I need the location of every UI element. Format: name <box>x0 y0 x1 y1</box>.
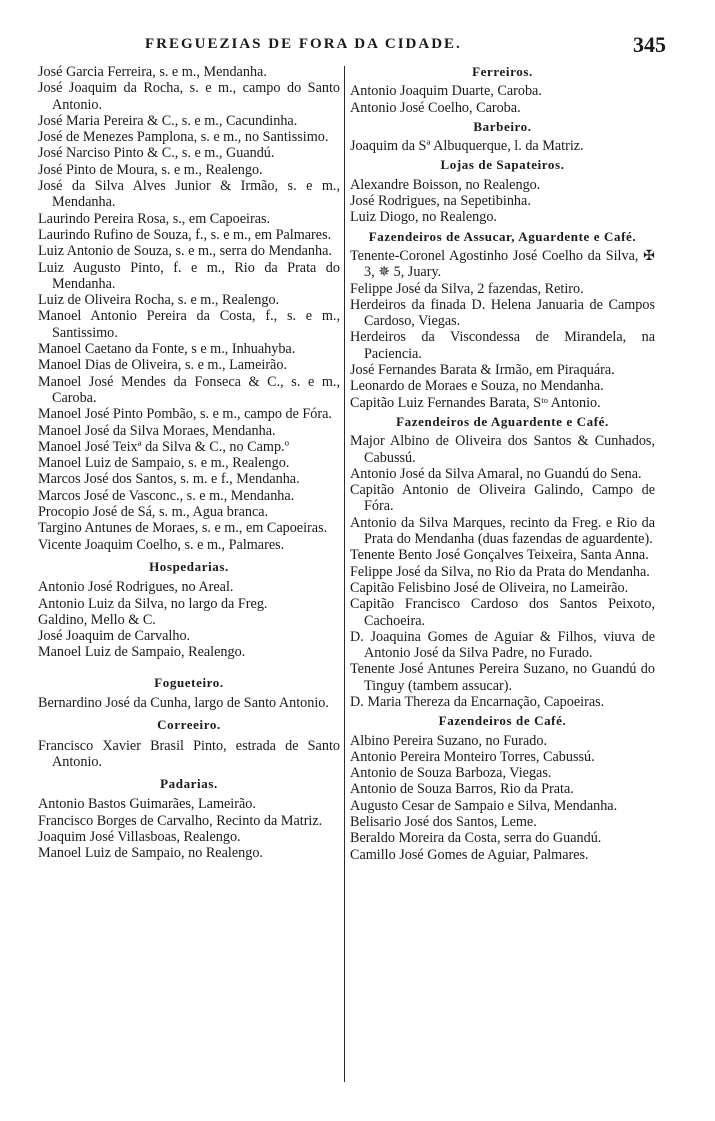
list-item: D. Joaquina Gomes de Aguiar & Filhos, viuva de Antonio José da Silva Padre, no Furado. <box>350 628 655 662</box>
list-item: Manoel Antonio Pereira da Costa, f., s. e m., Santissimo. <box>38 308 340 341</box>
list-item: Felippe José da Silva, 2 fazendas, Retiro. <box>350 280 584 297</box>
list-item: Manoel Luiz de Sampaio, Realengo. <box>38 644 246 661</box>
section-heading-padarias: Padarias. <box>160 776 218 792</box>
list-item: Marcos José dos Santos, s. m. e f., Mendanha. <box>38 471 300 488</box>
list-item: Joaquim da Sª Albuquerque, l. da Matriz. <box>350 138 584 155</box>
list-item: Manoel Luiz de Sampaio, s. e m., Realengo. <box>38 455 290 472</box>
list-item: Procopio José de Sá, s. m., Agua branca. <box>38 504 269 521</box>
list-item: José Maria Pereira & C., s. e m., Cacundinha. <box>38 112 298 129</box>
list-item: Capitão Luiz Fernandes Barata, Sᵗᵒ Antonio. <box>350 394 601 411</box>
list-item: José Joaquim da Rocha, s. e m., campo do Santo Antonio. <box>38 80 340 113</box>
list-item: Manoel José Mendes da Fonseca & C., s. e m., Caroba. <box>38 373 340 406</box>
left-column <box>38 64 340 862</box>
spacer <box>38 661 340 669</box>
column-divider <box>344 66 345 1082</box>
list-item: Antonio da Silva Marques, recinto da Freg. e Rio da Prata do Mendanha (duas fazendas de aguardente). <box>350 514 655 548</box>
list-item: Manoel Caetano da Fonte, s e m., Inhuahyba. <box>38 341 296 358</box>
running-title: FREGUEZIAS DE FORA DA CIDADE. <box>145 36 462 52</box>
list-item: Antonio Luiz da Silva, no largo da Freg. <box>38 595 268 612</box>
list-item: Francisco Xavier Brasil Pinto, estrada de Santo Antonio. <box>38 737 340 770</box>
list-item: Tenente José Antunes Pereira Suzano, no Guandú do Tinguy (tambem assucar). <box>350 661 655 694</box>
list-item: José da Silva Alves Junior & Irmão, s. e m., Mendanha. <box>38 178 340 211</box>
section-heading-fogueteiro: Fogueteiro. <box>154 674 224 690</box>
section-heading-correeiro: Correeiro. <box>157 717 221 733</box>
list-item: Felippe José da Silva, no Rio da Prata do Mendanha. <box>350 563 650 580</box>
list-item: José Pinto de Moura, s. e m., Realengo. <box>38 161 263 178</box>
list-item: Luiz Augusto Pinto, f. e m., Rio da Prata do Mendanha. <box>38 259 340 292</box>
list-item: Marcos José de Vasconc., s. e m., Mendanha. <box>38 487 295 504</box>
list-item: Capitão Francisco Cardoso dos Santos Peixoto, Cachoeira. <box>350 596 655 629</box>
list-item: Alexandre Boisson, no Realengo. <box>350 176 541 193</box>
list-item: Manoel José Teixª da Silva & C., no Camp.º <box>38 438 289 455</box>
list-item: Manoel Dias de Oliveira, s. e m., Lameirão. <box>38 357 287 374</box>
list-item: Antonio de Souza Barros, Rio da Prata. <box>350 781 574 798</box>
list-item: Herdeiros da finada D. Helena Januaria de Campos Cardoso, Viegas. <box>350 296 655 330</box>
list-item: Luiz Diogo, no Realengo. <box>350 209 497 226</box>
list-item: Targino Antunes de Moraes, s. e m., em Capoeiras. <box>38 520 328 537</box>
list-item: Luiz Antonio de Souza, s. e m., serra do Mendanha. <box>38 243 332 260</box>
list-item: Beraldo Moreira da Costa, serra do Guandú. <box>350 830 602 847</box>
list-item: Galdino, Mello & C. <box>38 611 156 628</box>
list-item: José Garcia Ferreira, s. e m., Mendanha. <box>38 64 267 80</box>
list-item: Augusto Cesar de Sampaio e Silva, Mendanha. <box>350 797 618 814</box>
page-header <box>40 32 666 58</box>
section-heading-fazendeiros-cafe: Fazendeiros de Café. <box>438 713 567 729</box>
list-item: Laurindo Pereira Rosa, s., em Capoeiras. <box>38 210 271 227</box>
list-item: Major Albino de Oliveira dos Santos & Cunhados, Cabussú. <box>350 433 655 466</box>
list-item: Laurindo Rufino de Souza, f., s. e m., em Palmares. <box>38 226 332 243</box>
list-item: Tenente Bento José Gonçalves Teixeira, Santa Anna. <box>350 547 649 564</box>
list-item: Manoel Luiz de Sampaio, no Realengo. <box>38 845 263 862</box>
list-item: José Narciso Pinto & C., s. e m., Guandú. <box>38 145 275 162</box>
section-heading-ferreiros: Ferreiros. <box>472 64 533 79</box>
list-item: Antonio José Rodrigues, no Areal. <box>38 579 234 596</box>
list-item: Manoel José Pinto Pombão, s. e m., campo de Fóra. <box>38 406 332 423</box>
list-item: Capitão Antonio de Oliveira Galindo, Campo de Fóra. <box>350 482 655 515</box>
list-item: Antonio Bastos Guimarães, Lameirão. <box>38 796 256 813</box>
list-item: Capitão Felisbino José de Oliveira, no Lameirão. <box>350 579 629 596</box>
section-heading-lojas-sapateiros: Lojas de Sapateiros. <box>440 157 565 173</box>
list-item: Herdeiros da Viscondessa de Mirandela, na Paciencia. <box>350 329 655 362</box>
list-item: D. Maria Thereza da Encarnação, Capoeiras. <box>350 693 605 710</box>
list-item: Antonio José da Silva Amaral, no Guandú do Sena. <box>350 465 642 482</box>
list-item: José Rodrigues, na Sepetibinha. <box>350 193 531 210</box>
section-heading-hospedarias: Hospedarias. <box>149 558 229 574</box>
page-number: 345 <box>633 32 666 57</box>
section-heading-fazendeiros-aguardente: Fazendeiros de Aguardente e Café. <box>396 413 609 429</box>
list-item: Manoel José da Silva Moraes, Mendanha. <box>38 422 276 439</box>
list-item: Bernardino José da Cunha, largo de Santo Antonio. <box>38 694 329 711</box>
list-item: Leonardo de Moraes e Souza, no Mendanha. <box>350 378 604 395</box>
list-item: Vicente Joaquim Coelho, s. e m., Palmares. <box>38 536 285 553</box>
section-heading-barbeiro: Barbeiro. <box>473 118 532 134</box>
section-heading-fazendeiros-assucar: Fazendeiros de Assucar, Aguardente e Café. <box>368 228 637 244</box>
list-item: Albino Pereira Suzano, no Furado. <box>350 732 548 749</box>
list-item: Francisco Borges de Carvalho, Recinto da Matriz. <box>38 812 323 829</box>
list-item: José Joaquim de Carvalho. <box>38 628 191 645</box>
list-item: Joaquim José Villasboas, Realengo. <box>38 829 241 846</box>
list-item: Belisario José dos Santos, Leme. <box>350 814 537 831</box>
list-item: Tenente-Coronel Agostinho José Coelho da Silva, ✠ 3, ✵ 5, Juary. <box>350 247 655 281</box>
list-item: José de Menezes Pamplona, s. e m., no Santissimo. <box>38 129 329 146</box>
list-item: Antonio José Coelho, Caroba. <box>350 99 521 116</box>
list-item: Antonio Joaquim Duarte, Caroba. <box>350 83 542 100</box>
right-column <box>350 64 655 863</box>
list-item: Antonio de Souza Barboza, Viegas. <box>350 765 552 782</box>
list-item: Luiz de Oliveira Rocha, s. e m., Realengo. <box>38 292 280 309</box>
list-item: Antonio Pereira Monteiro Torres, Cabussú. <box>350 748 595 765</box>
list-item: Camillo José Gomes de Aguiar, Palmares. <box>350 846 589 863</box>
list-item: José Fernandes Barata & Irmão, em Piraquára. <box>350 362 615 379</box>
